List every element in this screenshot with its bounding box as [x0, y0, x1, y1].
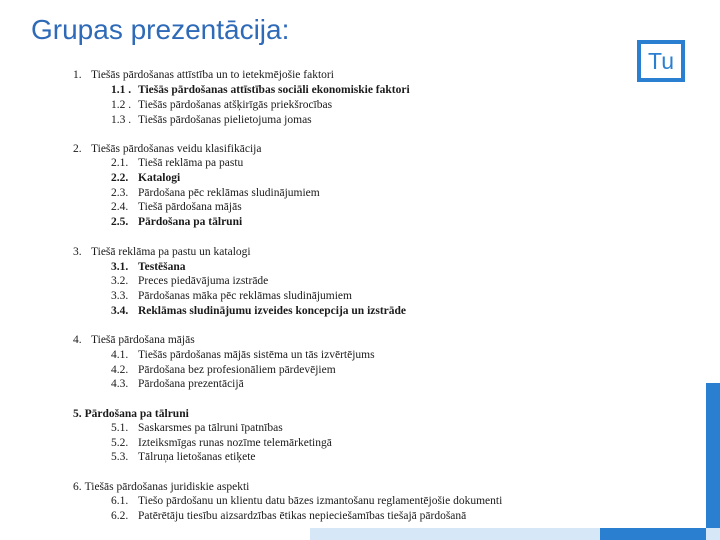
item-number: 2.5.: [111, 216, 129, 228]
logo-text: Tu: [648, 47, 674, 74]
list-item: [111, 437, 332, 450]
item-label: Preces piedāvājuma izstrāde: [138, 275, 269, 287]
item-number: 2.2.: [111, 172, 129, 184]
item-label: Pārdošana pa tālruni: [138, 216, 243, 228]
section-label: Tiešā reklāma pa pastu un katalogi: [91, 246, 251, 258]
logo: [637, 40, 685, 82]
list-item: [111, 290, 352, 303]
item-number: 1.1 .: [111, 84, 132, 96]
item-label: Testēšana: [138, 261, 186, 273]
list-item: [111, 261, 186, 274]
item-label: Pārdošanas māka pēc reklāmas sludinājumiem: [138, 290, 352, 302]
list-item: [111, 495, 502, 508]
item-label: Pārdošana pēc reklāmas sludinājumiem: [138, 187, 320, 199]
list-item: [111, 275, 268, 288]
item-label: Tiešā reklāma pa pastu: [138, 157, 244, 169]
item-label: Tiešo pārdošanu un klientu datu bāzes izmantošanu reglamentējošie dokumenti: [138, 495, 503, 507]
list-item: [111, 422, 283, 435]
list-item: [111, 99, 332, 112]
item-label: Patērētāju tiesību aizsardzības ētikas nepieciešamības tiešajā pārdošanā: [138, 510, 467, 522]
section-6-heading: [73, 481, 249, 494]
section-number: 6.: [73, 481, 82, 493]
item-number: 4.3.: [111, 378, 129, 390]
list-item: [111, 451, 256, 464]
section-number: 2.: [73, 143, 82, 155]
section-5-heading: [73, 408, 189, 421]
item-label: Reklāmas sludinājumu izveides koncepcija un izstrāde: [138, 305, 407, 317]
item-number: 5.1.: [111, 422, 129, 434]
section-3-heading: [73, 246, 251, 259]
item-label: Tiešās pārdošanas pielietojuma jomas: [138, 114, 312, 126]
section-4-heading: [73, 334, 195, 347]
slide-title: Grupas prezentācija:: [31, 14, 290, 45]
list-item: [111, 114, 312, 127]
section-label: Tiešā pārdošana mājās: [91, 334, 195, 346]
item-label: Saskarsmes pa tālruni īpatnības: [138, 422, 283, 434]
section-label: Tiešās pārdošanas veidu klasifikācija: [91, 143, 262, 155]
section-number: 3.: [73, 246, 82, 258]
item-number: 4.2.: [111, 364, 129, 376]
list-item: [111, 172, 180, 185]
section-label: Tiešās pārdošanas attīstība un to ietekmējošie faktori: [91, 69, 334, 81]
item-label: Tiešās pārdošanas atšķirīgās priekšrocības: [138, 99, 333, 111]
list-item: [111, 378, 244, 391]
item-label: Katalogi: [138, 172, 181, 184]
item-label: Tālruņa lietošanas etiķete: [138, 451, 256, 463]
list-item: [111, 510, 466, 523]
item-label: Tiešās pārdošanas attīstības sociāli ekonomiskie faktori: [138, 84, 410, 96]
list-item: [111, 157, 243, 170]
accent-bar-bottom-dark: [600, 528, 706, 540]
item-label: Izteiksmīgas runas nozīme telemārketingā: [138, 437, 332, 449]
list-item: [111, 84, 410, 97]
section-2-heading: [73, 143, 261, 156]
item-number: 5.3.: [111, 451, 129, 463]
item-number: 6.2.: [111, 510, 129, 522]
item-label: Pārdošana bez profesionāliem pārdevējiem: [138, 364, 336, 376]
section-number: 4.: [73, 334, 82, 346]
item-label: Pārdošana prezentācijā: [138, 378, 244, 390]
item-number: 1.3 .: [111, 114, 132, 126]
item-number: 2.1.: [111, 157, 129, 169]
item-label: Tiešās pārdošanas mājās sistēma un tās izvērtējums: [138, 349, 375, 361]
item-number: 3.1.: [111, 261, 129, 273]
section-number: 1.: [73, 69, 82, 81]
list-item: [111, 201, 242, 214]
item-number: 2.3.: [111, 187, 129, 199]
list-item: [111, 349, 375, 362]
item-number: 2.4.: [111, 201, 129, 213]
item-label: Tiešā pārdošana mājās: [138, 201, 242, 213]
list-item: [111, 187, 320, 200]
item-number: 3.3.: [111, 290, 129, 302]
section-number: 5.: [73, 408, 82, 420]
item-number: 5.2.: [111, 437, 129, 449]
item-number: 6.1.: [111, 495, 129, 507]
list-item: [111, 364, 336, 377]
section-1-heading: [73, 69, 334, 82]
item-number: 3.2.: [111, 275, 129, 287]
list-item: [111, 216, 242, 229]
accent-bar-right: [706, 383, 720, 540]
item-number: 1.2 .: [111, 99, 132, 111]
section-label: Tiešās pārdošanas juridiskie aspekti: [84, 481, 250, 493]
item-number: 4.1.: [111, 349, 129, 361]
section-label: Pārdošana pa tālruni: [84, 408, 189, 420]
item-number: 3.4.: [111, 305, 129, 317]
list-item: [111, 305, 406, 318]
